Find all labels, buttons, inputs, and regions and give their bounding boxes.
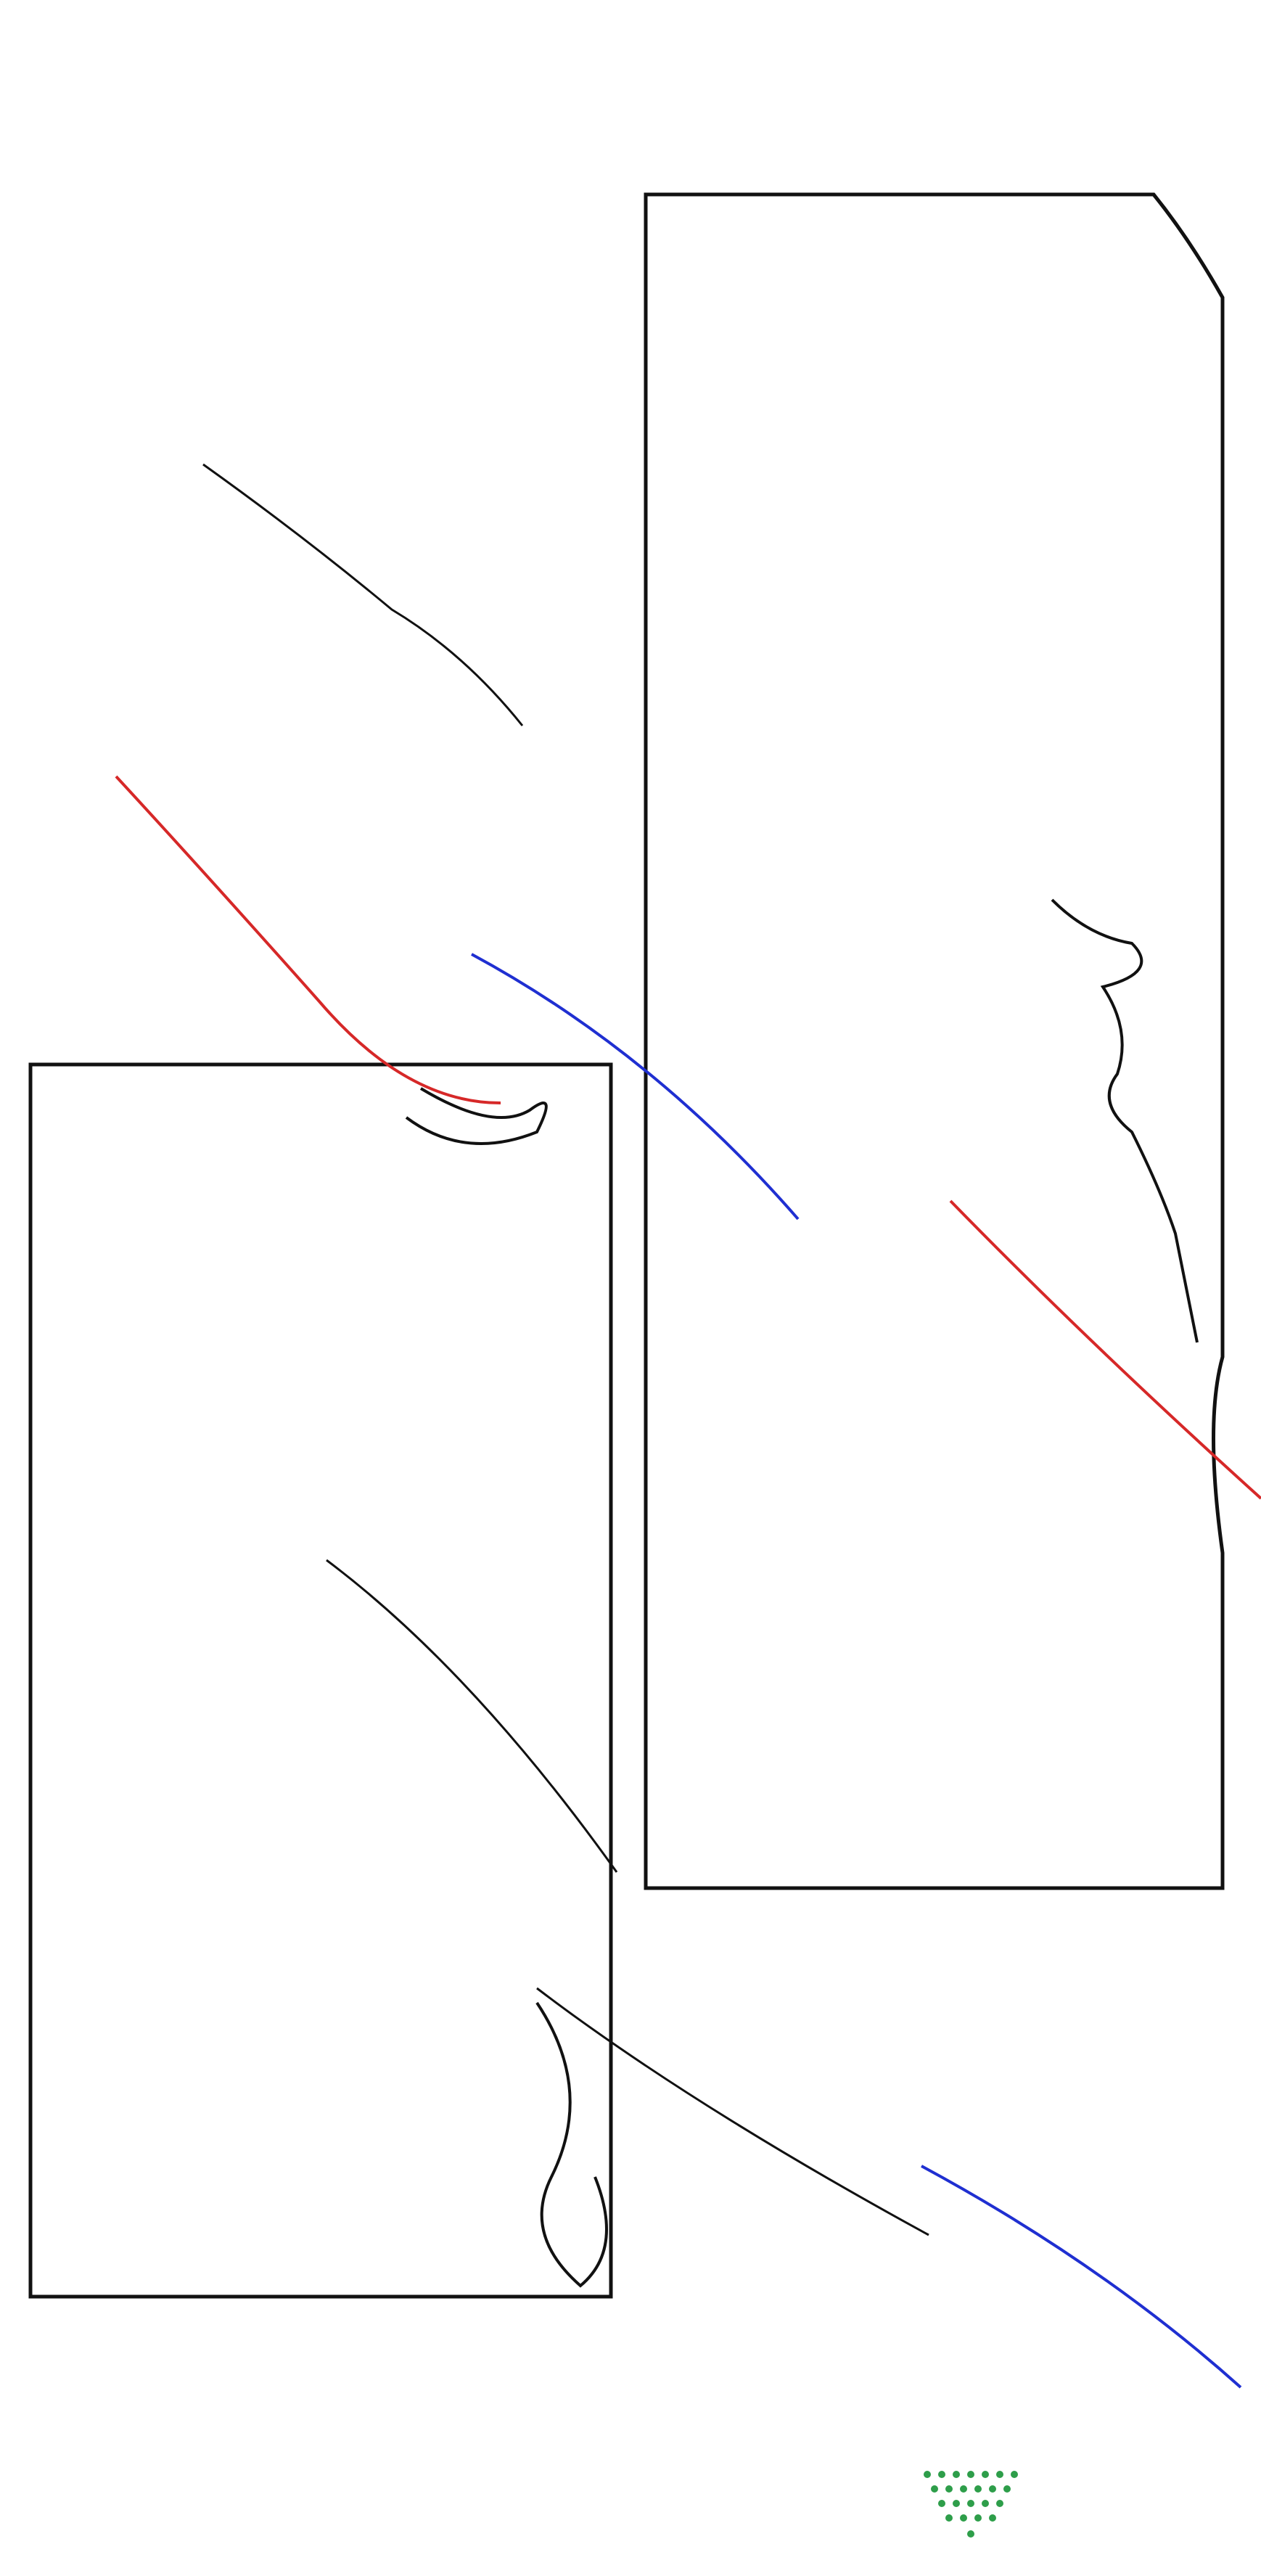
featured-lecture-panel <box>646 194 1223 1888</box>
red-line-1 <box>116 776 501 1103</box>
pool-logo-dots <box>920 2467 1036 2547</box>
blue-line-2 <box>921 2166 1241 2387</box>
lecture-schedule-panel <box>30 1065 611 2297</box>
black-line-calligraphy <box>203 464 522 726</box>
